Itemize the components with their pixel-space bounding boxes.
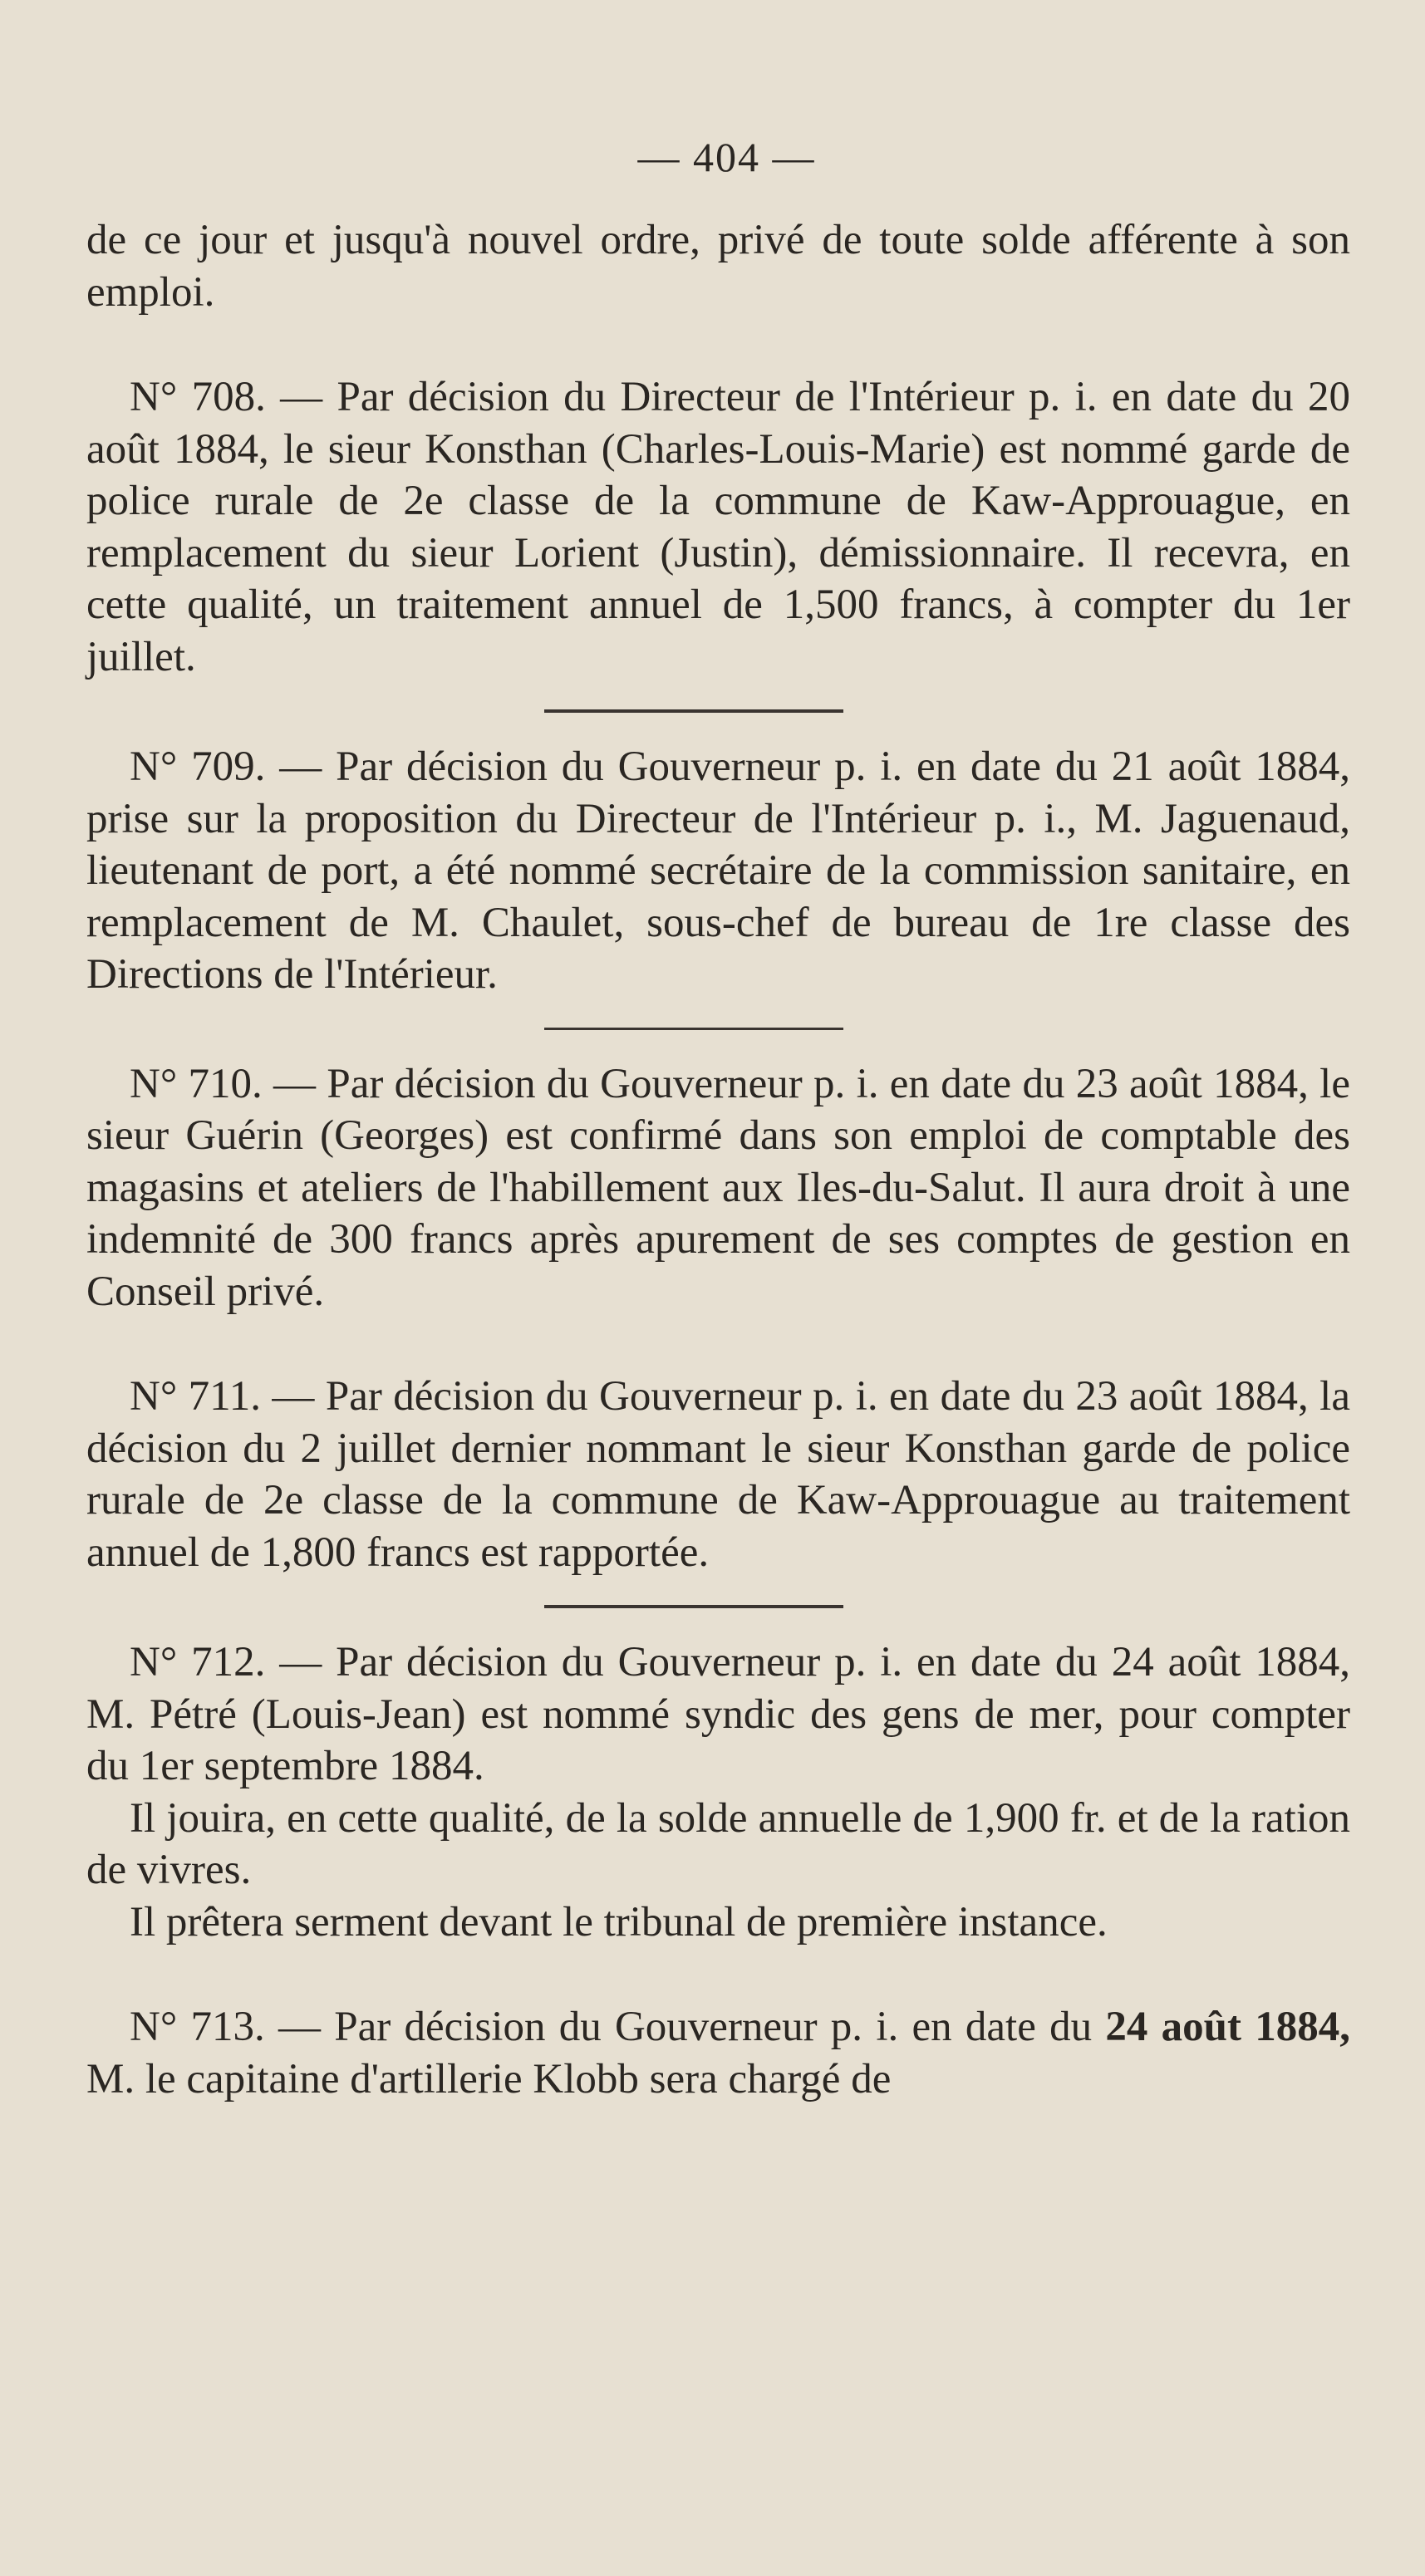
- decision-709: N° 709. — Par décision du Gouverneur p. i. en date du 21 août 1884, prise sur la proposition du Directeur de l'Intérieur p. i., M. Jaguenaud, lieutenant de port, a été nommé secrétaire de la commission sanitaire, en remplacement de M. Chaulet, sous-chef de bureau de 1re classe des Directions de l'Intérieur.: [86, 743, 1350, 998]
- paragraph-gap: [86, 1948, 1350, 2001]
- decision-712-salary: Il jouira, en cette qualité, de la solde annuelle de 1,900 fr. et de la ration de vivres.: [86, 1794, 1350, 1893]
- decision-712-oath: Il prêtera serment devant le tribunal de première instance.: [130, 1898, 1108, 1945]
- paragraph-continuation: de ce jour et jusqu'à nouvel ordre, privé de toute solde afférente à son emploi.: [86, 217, 1350, 316]
- separator-rule: [544, 1605, 843, 1608]
- page-number: — 404 —: [637, 134, 816, 180]
- decision-710: N° 710. — Par décision du Gouverneur p. i. en date du 23 août 1884, le sieur Guérin (Georges) est confirmé dans son emploi de comptable des magasins et ateliers de l'habillement aux Iles-du-Salut. Il aura droit à une indemnité de 300 francs après apurement de ses comptes de gestion en Conseil privé.: [86, 1060, 1350, 1315]
- decision-713-end: M. le capitaine d'artillerie Klobb sera chargé de: [86, 2055, 892, 2103]
- decision-712: N° 712. — Par décision du Gouverneur p. i. en date du 24 août 1884, M. Pétré (Louis-Jean) est nommé syndic des gens de mer, pour compter du 1er septembre 1884.: [86, 1639, 1350, 1789]
- decision-708: N° 708. — Par décision du Directeur de l'Intérieur p. i. en date du 20 août 1884, le sieur Konsthan (Charles-Louis-Marie) est nommé garde de police rurale de 2e classe de la commune de Kaw-Approuague, en remplacement du sieur Lorient (Justin), démissionnaire. Il recevra, en cette qualité, un traitement annuel de 1,500 francs, à compter du 1er juillet.: [86, 374, 1350, 680]
- paragraph-gap: [86, 1317, 1350, 1371]
- decision-713-date: 24 août 1884,: [1105, 2004, 1350, 2050]
- decision-711: N° 711. — Par décision du Gouverneur p. i. en date du 23 août 1884, la décision du 2 juillet dernier nommant le sieur Konsthan garde de police rurale de 2e classe de la commune de Kaw-Approuague au traitement annuel de 1,800 francs est rapportée.: [86, 1373, 1350, 1576]
- decision-713-start: N° 713. — Par décision du Gouverneur p. i. en date du: [130, 2004, 1093, 2050]
- paragraph-gap: [86, 318, 1350, 371]
- decision-713: [86, 2001, 1350, 2105]
- separator-rule: [544, 709, 843, 713]
- separator-rule: [544, 1028, 843, 1030]
